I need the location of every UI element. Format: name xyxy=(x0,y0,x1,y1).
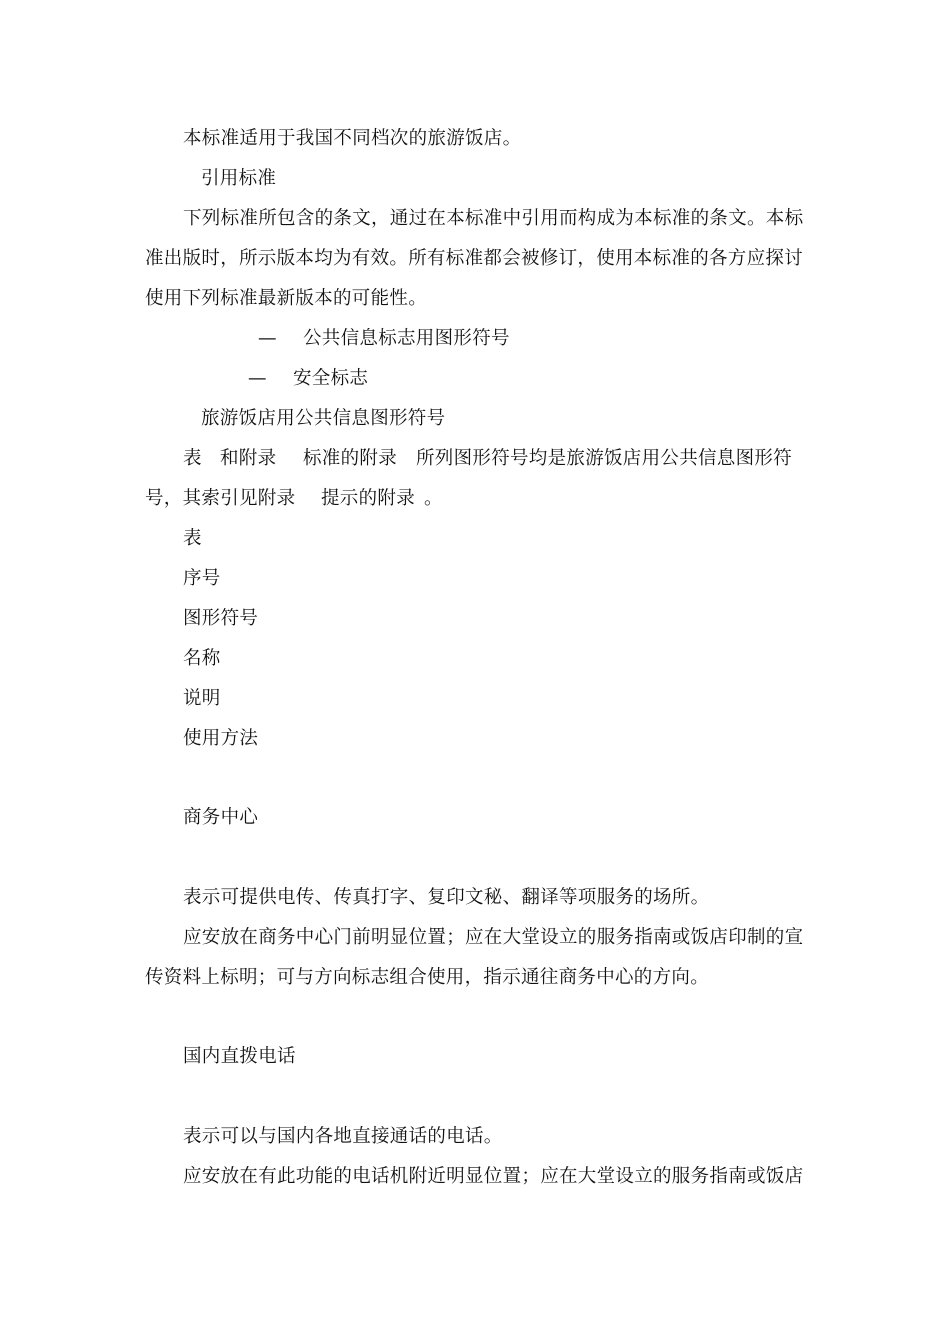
symbols-paragraph-standard-appendix: 标准的附录 xyxy=(303,448,398,469)
symbols-paragraph-informative-appendix: 提示的附录 xyxy=(321,488,416,509)
table-column-symbol: 图形符号 xyxy=(183,608,259,629)
reference-item-dash: — xyxy=(248,368,267,389)
entry-usage-business-center-line-2: 传资料上标明；可与方向标志组合使用，指示通往商务中心的方向。 xyxy=(145,967,710,988)
referenced-standards-paragraph-line-1: 下列标准所包含的条文，通过在本标准中引用而构成为本标准的条文。本标 xyxy=(183,208,804,229)
entry-description-domestic-direct-dial: 表示可以与国内各地直接通话的电话。 xyxy=(183,1126,503,1147)
entry-usage-domestic-direct-dial-line-1: 应安放在有此功能的电话机附近明显位置；应在大堂设立的服务指南或饭店 xyxy=(183,1166,804,1187)
referenced-standards-paragraph-line-2: 准出版时，所示版本均为有效。所有标准都会被修订，使用本标准的各方应探讨 xyxy=(145,248,804,269)
symbols-paragraph-appendix: 和附录 xyxy=(220,448,277,469)
entry-name-domestic-direct-dial: 国内直拨电话 xyxy=(183,1046,296,1067)
table-column-usage: 使用方法 xyxy=(183,728,259,749)
reference-item-safety-signs: 安全标志 xyxy=(293,368,369,389)
table-column-name: 名称 xyxy=(183,648,221,669)
table-column-number: 序号 xyxy=(183,568,221,589)
table-column-description: 说明 xyxy=(183,688,221,709)
scope-paragraph: 本标准适用于我国不同档次的旅游饭店。 xyxy=(183,128,522,149)
reference-item-dash: — xyxy=(258,328,277,349)
entry-description-business-center: 表示可提供电传、传真打字、复印文秘、翻译等项服务的场所。 xyxy=(183,887,710,908)
reference-item-public-info-symbols: 公共信息标志用图形符号 xyxy=(303,328,510,349)
symbols-paragraph-text: 所列图形符号均是旅游饭店用公共信息图形符 xyxy=(416,448,793,469)
symbols-paragraph-end: 。 xyxy=(424,488,443,509)
symbols-paragraph-table: 表 xyxy=(183,448,202,469)
table-label: 表 xyxy=(183,528,202,549)
entry-usage-business-center-line-1: 应安放在商务中心门前明显位置；应在大堂设立的服务指南或饭店印制的宣 xyxy=(183,927,804,948)
symbols-paragraph-index: 号，其索引见附录 xyxy=(145,488,296,509)
section-heading-referenced-standards: 引用标准 xyxy=(201,168,277,189)
entry-name-business-center: 商务中心 xyxy=(183,807,259,828)
referenced-standards-paragraph-line-3: 使用下列标准最新版本的可能性。 xyxy=(145,288,428,309)
section-heading-hotel-symbols: 旅游饭店用公共信息图形符号 xyxy=(201,408,446,429)
